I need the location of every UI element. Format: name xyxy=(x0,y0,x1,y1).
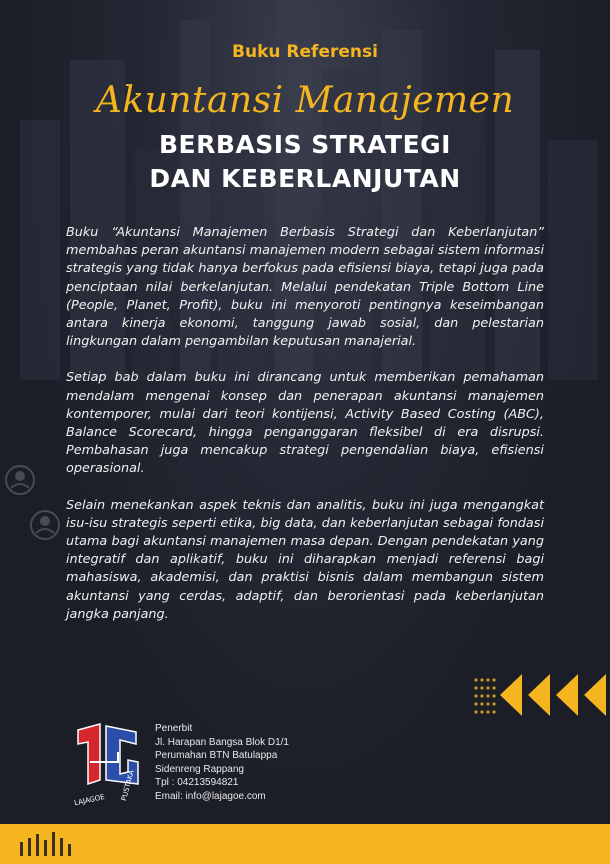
publisher-address-line: Jl. Harapan Bangsa Blok D1/1 xyxy=(155,736,289,748)
publisher-address-line: Perumahan BTN Batulappa xyxy=(155,750,278,762)
publisher-email: Email: info@lajagoe.com xyxy=(155,790,266,802)
publisher-info xyxy=(155,722,289,804)
book-title-script: Akuntansi Manajemen xyxy=(95,80,515,121)
title-line-2: DAN KEBERLANJUTAN xyxy=(149,164,461,193)
publisher-address-line: Sidenreng Rappang xyxy=(155,763,244,775)
people-icons-decoration xyxy=(0,430,70,580)
title-line-1: BERBASIS STRATEGI xyxy=(159,130,451,159)
svg-text:LAJAGOE: LAJAGOE xyxy=(73,793,106,808)
book-title-main xyxy=(0,128,610,196)
svg-text:PUSTAKA: PUSTAKA xyxy=(119,769,136,802)
synopsis-paragraph: Setiap bab dalam buku ini dirancang untuk memberikan pemahaman mendalam mengenai konsep dan penerapan akuntansi manajemen kontemporer, mulai dari teori kontijensi, Activity Based Costing (ABC), Balance Scorecard, hingga penganggaran fleksibel di era disrupsi. Pembahasan juga mencakup strategi pengendalian biaya, efisiensi operasional. xyxy=(66,370,544,477)
dots-decoration xyxy=(0,824,150,864)
synopsis-paragraph: Buku “Akuntansi Manajemen Berbasis Strategi dan Keberlanjutan” membahas peran akuntansi manajemen modern sebagai sistem informasi strategis yang tidak hanya berfokus pada efisiensi biaya, tetapi juga pada penciptaan nilai berkelanjutan. Melalui pendekatan Triple Bottom Line (People, Planet, Profit), buku ini menyoroti pentingnya keseimbangan antara kinerja ekonomi, tanggung jawab sosial, dan pelestarian lingkungan dalam pengambilan keputusan manajerial. xyxy=(66,225,544,350)
book-synopsis xyxy=(66,224,544,642)
publisher-phone: Tpl : 04213594821 xyxy=(155,777,239,789)
publisher-label: Penerbit xyxy=(155,723,193,734)
publisher-logo xyxy=(70,722,146,808)
series-label: Buku Referensi xyxy=(232,42,378,62)
synopsis-paragraph: Selain menekankan aspek teknis dan analitis, buku ini juga mengangkat isu-isu strategis seperti etika, big data, dan keberlanjutan sebagai fondasi utama bagi akuntansi manajemen masa depan. Dengan pendekatan yang integratif dan aplikatif, buku ini diharapkan menjadi referensi bagi mahasiswa, akademisi, dan praktisi bisnis dalam membangun sistem akuntansi yang cerdas, adaptif, dan berorientasi pada keberlanjutan jangka panjang. xyxy=(66,497,544,622)
rewind-arrows-decoration xyxy=(470,666,610,724)
